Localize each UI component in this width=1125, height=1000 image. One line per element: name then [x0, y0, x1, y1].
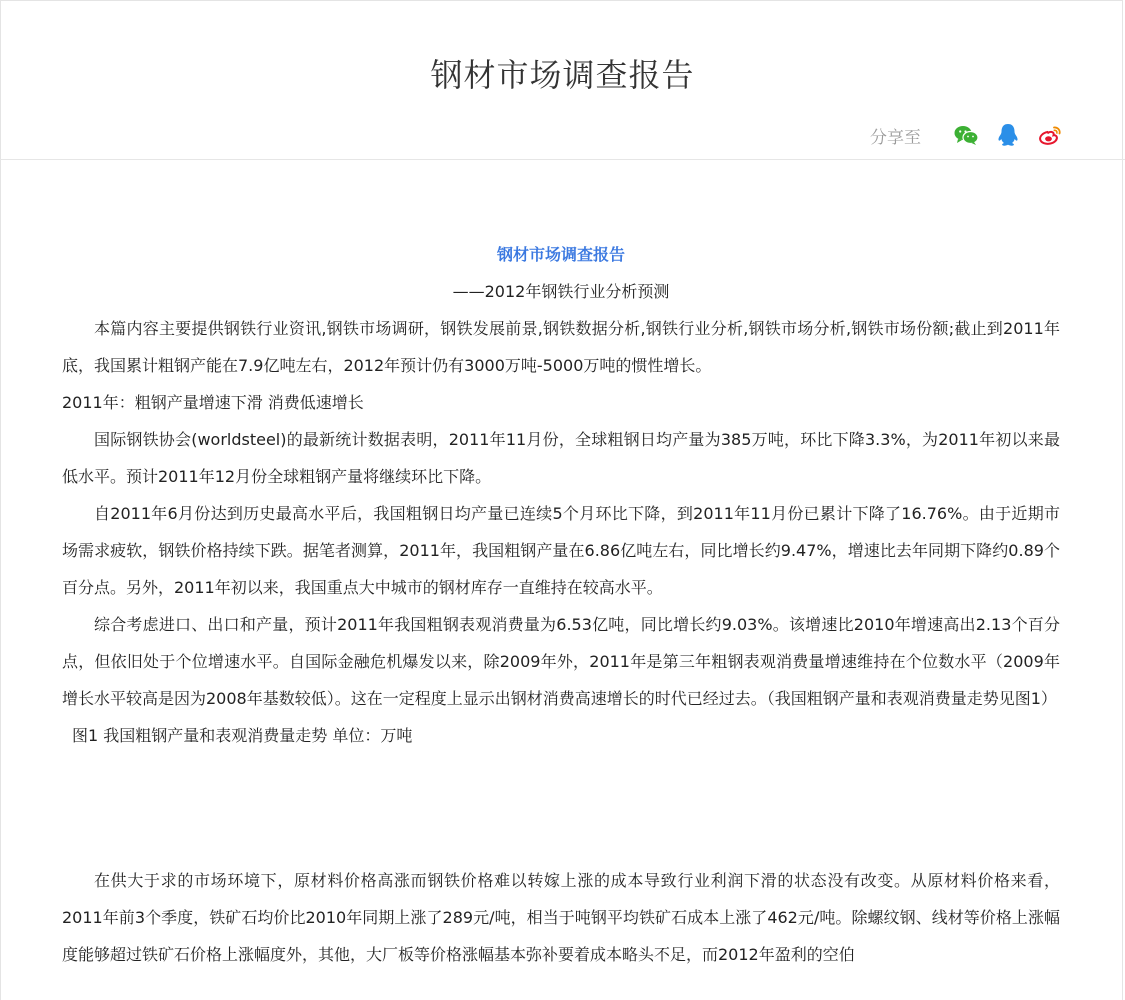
paragraph-china-output: 自2011年6月份达到历史最高水平后，我国粗钢日均产量已连续5个月环比下降，到2011年11月份已累计下降了16.76%。由于近期市场需求疲软，钢铁价格持续下跌。据笔者测算，2011年，我国粗钢产量在6.86亿吨左右，同比增长约9.47%，增速比去年同期下降约0.89个百分点。另外，2011年初以来，我国重点大中城市的钢材库存一直维持在较高水平。: [62, 504, 1060, 597]
paragraph-consumption: 综合考虑进口、出口和产量，预计2011年我国粗钢表观消费量为6.53亿吨，同比增长约9.03%。该增速比2010年增速高出2.13个百分点，但依旧处于个位增速水平。自国际金融危机爆发以来，除2009年外，2011年是第三年粗钢表观消费量增速维持在个位数水平（2009年增长水平较高是因为2008年基数较低）。这在一定程度上显示出钢材消费高速增长的时代已经过去。（我国粗钢产量和表观消费量走势见图1）: [62, 615, 1060, 708]
figure-caption: 图1 我国粗钢产量和表观消费量走势 单位：万吨: [72, 726, 413, 745]
article-body: [62, 236, 1060, 973]
share-label: 分享至: [870, 127, 921, 148]
paragraph-costs: 在供大于求的市场环境下，原材料价格高涨而钢铁价格难以转嫁上涨的成本导致行业利润下滑的状态没有改变。从原材料价格来看，2011年前3个季度，铁矿石均价比2010年同期上涨了289元/吨，相当于吨钢平均铁矿石成本上涨了462元/吨。除螺纹钢、线材等价格上涨幅度能够超过铁矿石价格上涨幅度外，其他，大厂板等价格涨幅基本弥补要着成本略头不足，而2012年盈利的空伯: [62, 871, 1060, 964]
wechat-icon[interactable]: [953, 122, 979, 148]
weibo-icon[interactable]: [1037, 122, 1063, 148]
share-bar: [870, 120, 1063, 150]
figure-placeholder: [62, 754, 1060, 862]
paragraph-worldsteel: 国际钢铁协会(worldsteel)的最新统计数据表明，2011年11月份，全球粗钢日均产量为385万吨，环比下降3.3%，为2011年初以来最低水平。预计2011年12月份全球粗钢产量将继续环比下降。: [62, 430, 1060, 486]
article-subtitle: ——2012年钢铁行业分析预测: [452, 282, 670, 301]
qq-icon[interactable]: [995, 122, 1021, 148]
section-heading: 2011年：粗钢产量增速下滑 消费低速增长: [62, 393, 364, 412]
page-header: [0, 0, 1125, 160]
article-title: 钢材市场调查报告: [496, 245, 625, 264]
page-title: 钢材市场调查报告: [430, 56, 695, 94]
paragraph-intro: 本篇内容主要提供钢铁行业资讯,钢铁市场调研，钢铁发展前景,钢铁数据分析,钢铁行业分析,钢铁市场分析,钢铁市场份额;截止到2011年底，我国累计粗钢产能在7.9亿吨左右，2012年预计仍有3000万吨-5000万吨的惯性增长。: [62, 319, 1060, 375]
